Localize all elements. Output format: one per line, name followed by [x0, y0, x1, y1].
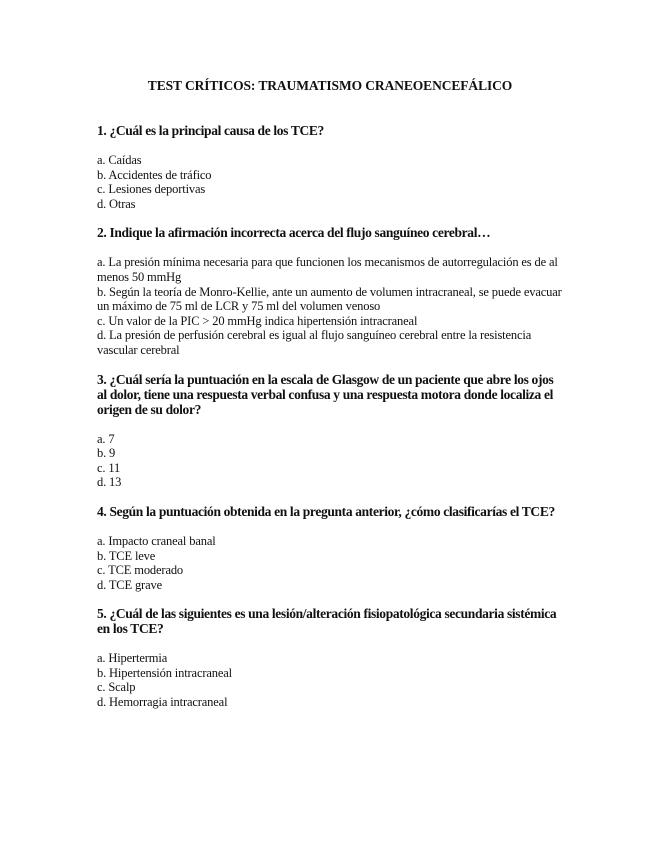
question-4 [97, 504, 563, 592]
answer-option: a. Hipertermia [97, 651, 168, 666]
question-3 [97, 372, 563, 490]
answer-option: d. 13 [97, 475, 122, 490]
answer-option: d. Otras [97, 196, 136, 211]
answer-options [97, 153, 563, 211]
question-5 [97, 606, 563, 709]
answer-option: b. Hipertensión intracraneal [97, 665, 232, 680]
answer-options [97, 432, 563, 490]
answer-options [97, 534, 563, 592]
answer-option: c. 11 [97, 460, 121, 475]
answer-option: b. Accidentes de tráfico [97, 167, 212, 182]
answer-option: a. Impacto craneal banal [97, 533, 216, 548]
document-page [97, 78, 563, 724]
question-2 [97, 225, 563, 357]
answer-option: a. 7 [97, 431, 115, 446]
question-text: 1. ¿Cuál es la principal causa de los TCE? [97, 123, 324, 138]
answer-options [97, 255, 563, 357]
answer-option: d. TCE grave [97, 577, 162, 592]
answer-option: c. TCE moderado [97, 563, 184, 578]
answer-option: d. La presión de perfusión cerebral es igual al flujo sanguíneo cerebral entre la resistencia vascular cerebral [97, 328, 532, 357]
document-title: TEST CRÍTICOS: TRAUMATISMO CRANEOENCEFÁLICO [147, 78, 513, 93]
answer-option: b. 9 [97, 446, 116, 461]
answer-option: c. Un valor de la PIC > 20 mmHg indica hipertensión intracraneal [97, 313, 418, 328]
answer-option: b. TCE leve [97, 548, 156, 563]
answer-option: c. Scalp [97, 680, 136, 695]
question-1 [97, 123, 563, 211]
answer-option: a. La presión mínima necesaria para que funcionen los mecanismos de autorregulación es de al menos 50 mmHg [97, 255, 558, 284]
answer-option: b. Según la teoría de Monro-Kellie, ante un aumento de volumen intracraneal, se puede evacuar un máximo de 75 ml de LCR y 75 ml del volumen venoso [97, 284, 562, 314]
question-text: 3. ¿Cuál sería la puntuación en la escala de Glasgow de un paciente que abre los ojos al dolor, tiene una respuesta verbal confusa y una respuesta motora donde localiza el origen de su dolor? [97, 371, 554, 417]
answer-option: a. Caídas [97, 153, 142, 167]
question-text: 5. ¿Cuál de las siguientes es una lesión/alteración fisiopatológica secundaria sistémica en los TCE? [97, 606, 557, 637]
answer-options [97, 651, 563, 709]
question-text: 2. Indique la afirmación incorrecta acerca del flujo sanguíneo cerebral… [97, 225, 491, 241]
answer-option: c. Lesiones deportivas [97, 182, 206, 197]
answer-option: d. Hemorragia intracraneal [97, 695, 228, 710]
question-text: 4. Según la puntuación obtenida en la pregunta anterior, ¿cómo clasificarías el TCE? [97, 503, 555, 519]
